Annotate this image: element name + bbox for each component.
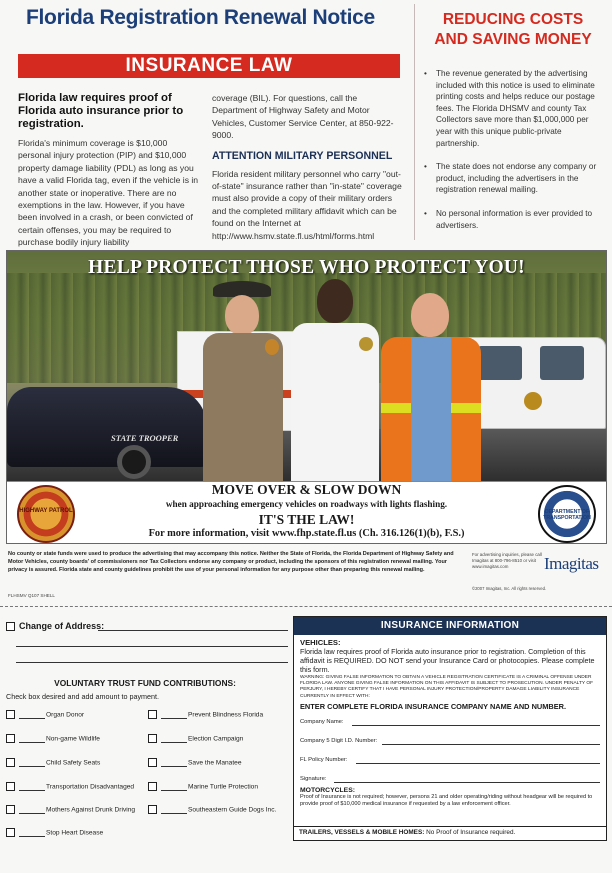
amount-field[interactable] xyxy=(161,784,187,791)
company-id-field[interactable]: Company 5 Digit I.D. Number: xyxy=(300,730,600,749)
highway-patrol-seal: HIGHWAY PATROL xyxy=(17,485,75,543)
motorcycles-text: Proof of Insurance is not required; however, persons 21 and older operating/riding without headgear will be required to provide proof of $10,000 medical insurance if requested by a law enforcement officer. xyxy=(300,793,593,807)
trooper-car-illustration xyxy=(7,387,207,467)
change-of-address-label: Change of Address: xyxy=(19,621,105,631)
dot-worker-figure xyxy=(381,293,481,481)
donation-checkbox[interactable] xyxy=(6,782,15,791)
copyright-text: ©2007 Imagitas, Inc. All rights reserved. xyxy=(472,586,547,591)
trailers-heading: TRAILERS, VESSELS & MOBILE HOMES: xyxy=(299,829,425,836)
amount-field[interactable] xyxy=(19,736,45,743)
donation-election-campaign[interactable]: Election Campaign xyxy=(148,734,243,743)
donation-checkbox[interactable] xyxy=(148,734,157,743)
donation-madd[interactable]: Mothers Against Drunk Driving xyxy=(6,805,135,814)
amount-field[interactable] xyxy=(19,784,45,791)
donation-child-safety-seats[interactable]: Child Safety Seats xyxy=(6,758,100,767)
sidebar-title xyxy=(420,10,606,50)
address-line-1[interactable] xyxy=(98,630,288,631)
ad-message-strip xyxy=(7,481,606,543)
donation-non-game-wildlife[interactable]: Non-game Wildlife xyxy=(6,734,100,743)
enter-company-instruction: ENTER COMPLETE FLORIDA INSURANCE COMPANY NAME AND NUMBER. xyxy=(300,701,567,711)
its-the-law-heading: IT'S THE LAW! xyxy=(258,512,355,527)
move-over-subtext: when approaching emergency vehicles on roadways with lights flashing. xyxy=(165,499,448,509)
imagitas-logo: Imagitas xyxy=(544,554,599,573)
perforation-line xyxy=(0,606,612,607)
donation-checkbox[interactable] xyxy=(148,710,157,719)
military-heading: ATTENTION MILITARY PERSONNEL xyxy=(212,149,393,162)
donation-checkbox[interactable] xyxy=(6,758,15,767)
donation-save-the-manatee[interactable]: Save the Manatee xyxy=(148,758,242,767)
fhp-website-text: For more information, visit www.fhp.state.fl.us (Ch. 316.126(1)(b), F.S.) xyxy=(148,528,465,539)
insurance-law-lead: Florida law requires proof of Florida auto insurance prior to registration. xyxy=(18,92,184,130)
company-name-field[interactable]: Company Name: xyxy=(300,711,600,730)
notice-header-section xyxy=(0,0,612,246)
address-line-3[interactable] xyxy=(16,662,288,663)
trailers-note xyxy=(294,826,606,838)
change-of-address-checkbox[interactable] xyxy=(6,622,15,631)
trust-fund-instructions: Check box desired and add amount to payment. xyxy=(6,692,160,701)
amount-field[interactable] xyxy=(161,736,187,743)
donation-checkbox[interactable] xyxy=(6,734,15,743)
paramedic-figure xyxy=(289,279,381,481)
insurance-law-column-right xyxy=(212,92,402,242)
donation-stop-heart-disease[interactable]: Stop Heart Disease xyxy=(6,828,103,837)
donation-guide-dogs[interactable]: Southeastern Guide Dogs Inc. xyxy=(148,805,276,814)
form-code: FLHSMV Q107 SHELL xyxy=(8,593,55,598)
page-title: Florida Registration Renewal Notice xyxy=(26,6,375,29)
donation-marine-turtle[interactable]: Marine Turtle Protection xyxy=(148,782,258,791)
dot-seal: DEPARTMENT OF TRANSPORTATION xyxy=(538,485,596,543)
advertising-inquiries: For advertising inquiries, please call Imagitas at 800-796-8510 or visit www.imagitas.com xyxy=(472,552,542,569)
address-line-2[interactable] xyxy=(16,646,288,647)
insurance-info-header: INSURANCE INFORMATION xyxy=(294,617,606,635)
donation-checkbox[interactable] xyxy=(148,782,157,791)
insurance-law-banner: INSURANCE LAW xyxy=(18,54,400,78)
vehicles-text: Florida law requires proof of Florida auto insurance prior to registration. Completion of this affidavit is REQUIRED. DO NOT send your Insurance Card or photocopies. Please complete this form. xyxy=(300,647,595,674)
ad-headline: HELP PROTECT THOSE WHO PROTECT YOU! xyxy=(88,257,525,278)
emergency-responders-photo xyxy=(7,251,606,481)
car-door-text: STATE TROOPER xyxy=(111,433,179,443)
insurance-law-body: Florida's minimum coverage is $10,000 personal injury protection (PIP) and $10,000 property damage liability (PDL) as long as you have a valid Florida tag, even if the vehicle is in another state or inoperative. There are no exemptions in the law. However, if you have been involved in a crash, or been convicted of certain offenses, you may be required to purchase bodily injury liability xyxy=(18,138,199,248)
signature-field[interactable]: Signature: xyxy=(300,768,600,787)
vehicles-heading: VEHICLES: xyxy=(300,638,341,647)
donation-checkbox[interactable] xyxy=(6,828,15,837)
move-over-heading: MOVE OVER & SLOW DOWN xyxy=(211,482,402,497)
sidebar-bullet: • The revenue generated by the advertising included with this notice is used to eliminate printing costs and helps reduce our postage fees. The Florida DHSMV and county Tax Collectors save more than $1,000,000 per year with this unique public-private partnership. xyxy=(424,68,604,149)
amount-field[interactable] xyxy=(19,807,45,814)
insurance-information-box xyxy=(293,616,607,841)
policy-number-field[interactable]: FL Policy Number: xyxy=(300,749,600,768)
trailers-text: No Proof of Insurance required. xyxy=(426,829,516,836)
donation-checkbox[interactable] xyxy=(6,710,15,719)
amount-field[interactable] xyxy=(19,712,45,719)
sidebar-bullet: • The state does not endorse any company or product, including the advertisers in the registration renewal mailing. xyxy=(424,161,604,196)
amount-field[interactable] xyxy=(19,760,45,767)
change-of-address xyxy=(6,621,104,631)
donation-checkbox[interactable] xyxy=(148,805,157,814)
amount-field[interactable] xyxy=(161,760,187,767)
donation-checkbox[interactable] xyxy=(6,805,15,814)
sidebar-bullet: • No personal information is ever provided to advertisers. xyxy=(424,208,604,231)
amount-field[interactable] xyxy=(161,712,187,719)
insurance-law-column-left xyxy=(18,92,202,249)
military-body: Florida resident military personnel who carry "out-of-state" insurance rather than "in-state" coverage must also provide a copy of their military orders and the completed military affidavit which can be found on the Internet at http://www.hsmv.state.fl.us/html/forms.html xyxy=(212,168,402,241)
column-divider xyxy=(414,4,415,240)
trust-fund-title: VOLUNTARY TRUST FUND CONTRIBUTIONS: xyxy=(54,678,236,688)
insurance-law-body-continued: coverage (BIL). For questions, call the Department of Highway Safety and Motor Vehicles, Customer Service Center, at 850-922-9000. xyxy=(212,93,394,141)
sidebar-list xyxy=(424,68,604,243)
funding-disclaimer: No county or state funds were used to produce the advertising that may accompany this notice. Neither the State of Florida, the Florida Department of Highway Safety and Motor Vehicles, county boards' of commissioners nor Tax Collectors endorse any company or product, including the sponsors of this registration renewal mailing. Your privacy is assured. Florida state and county guidelines prohibit the use of your personal information for any purpose other than preparing this renewal mailing. xyxy=(8,551,454,573)
perjury-warning: WARNING: GIVING FALSE INFORMATION TO OBTAIN A VEHICLE REGISTRATION CERTIFICATE IS A CRIMINAL OFFENSE UNDER FLORIDA LAW. ANYONE GIVING FALSE INFORMATION ON THIS AFFIDAVIT IS SUBJECT TO PROSECUTION. UNDER PENALTY OF PERJURY, I HEREBY CERTIFY THAT I HAVE PERSONAL INJURY PROTECTION/PROPERTY DAMAGE LIABILITY INSURANCE CURRENTLY IN EFFECT WITH: xyxy=(300,675,594,699)
donation-transportation-disadvantaged[interactable]: Transportation Disadvantaged xyxy=(6,782,134,791)
sidebar-title-line2: AND SAVING MONEY xyxy=(434,31,592,48)
motorcycles-heading: MOTORCYCLES: xyxy=(300,786,356,794)
car-wheel xyxy=(117,445,151,479)
sidebar-title-line1: REDUCING COSTS xyxy=(442,11,584,28)
donation-checkbox[interactable] xyxy=(148,758,157,767)
amount-field[interactable] xyxy=(161,807,187,814)
donation-prevent-blindness[interactable]: Prevent Blindness Florida xyxy=(148,710,263,719)
donation-organ-donor[interactable]: Organ Donor xyxy=(6,710,84,719)
move-over-advertisement xyxy=(6,250,607,544)
amount-field[interactable] xyxy=(19,830,45,837)
trooper-figure xyxy=(199,281,289,481)
